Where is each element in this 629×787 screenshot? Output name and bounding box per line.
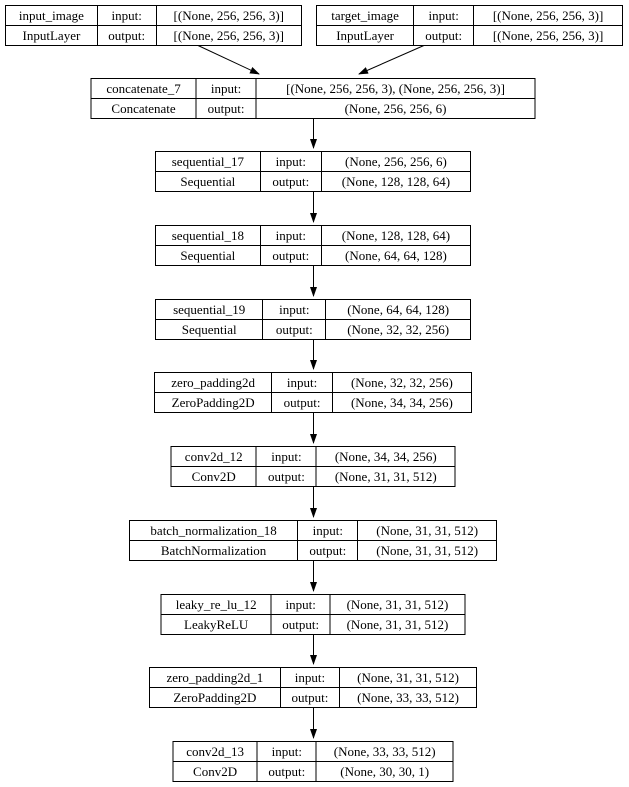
input-shape: (None, 33, 33, 512) xyxy=(316,742,453,762)
output-label: output: xyxy=(414,26,474,46)
layer-name: conv2d_12 xyxy=(171,447,256,467)
node-sequential_17 xyxy=(155,151,471,192)
output-label: output: xyxy=(196,99,256,119)
output-label: output: xyxy=(272,393,332,413)
input-shape: (None, 31, 31, 512) xyxy=(330,595,465,615)
output-label: output: xyxy=(256,467,316,487)
output-shape: (None, 64, 64, 128) xyxy=(321,246,470,266)
layer-type: Sequential xyxy=(156,246,261,266)
layer-type: Conv2D xyxy=(173,762,257,782)
input-label: input: xyxy=(256,447,316,467)
output-label: output: xyxy=(97,26,156,46)
node-target_image xyxy=(316,5,623,46)
layer-name: concatenate_7 xyxy=(91,79,196,99)
input-shape: [(None, 256, 256, 3), (None, 256, 256, 3)] xyxy=(256,79,535,99)
layer-name: target_image xyxy=(317,6,414,26)
layer-name: sequential_19 xyxy=(156,300,263,320)
input-shape: [(None, 256, 256, 3)] xyxy=(474,6,623,26)
layer-type: BatchNormalization xyxy=(130,541,298,561)
layer-type: InputLayer xyxy=(6,26,98,46)
input-shape: (None, 256, 256, 6) xyxy=(321,152,470,172)
input-label: input: xyxy=(260,226,321,246)
input-shape: (None, 32, 32, 256) xyxy=(332,373,471,393)
output-label: output: xyxy=(260,246,321,266)
node-batch_normalization_18 xyxy=(129,520,497,561)
node-input_image xyxy=(5,5,302,46)
layer-type: Sequential xyxy=(156,172,261,192)
output-shape: (None, 34, 34, 256) xyxy=(332,393,471,413)
layer-type: ZeroPadding2D xyxy=(155,393,272,413)
input-shape: (None, 128, 128, 64) xyxy=(321,226,470,246)
layer-name: sequential_18 xyxy=(156,226,261,246)
input-label: input: xyxy=(414,6,474,26)
edge-input_image-concatenate_7 xyxy=(197,45,259,74)
layer-name: leaky_re_lu_12 xyxy=(161,595,271,615)
input-label: input: xyxy=(257,742,316,762)
output-label: output: xyxy=(280,688,339,708)
input-label: input: xyxy=(298,521,358,541)
output-label: output: xyxy=(257,762,316,782)
layer-name: batch_normalization_18 xyxy=(130,521,298,541)
input-label: input: xyxy=(280,668,339,688)
input-shape: (None, 31, 31, 512) xyxy=(340,668,477,688)
input-label: input: xyxy=(263,300,326,320)
output-shape: (None, 32, 32, 256) xyxy=(326,320,471,340)
input-label: input: xyxy=(97,6,156,26)
layer-type: LeakyReLU xyxy=(161,615,271,635)
output-shape: (None, 30, 30, 1) xyxy=(316,762,453,782)
output-shape: (None, 31, 31, 512) xyxy=(316,467,455,487)
output-shape: [(None, 256, 256, 3)] xyxy=(474,26,623,46)
node-zero_padding2d xyxy=(154,372,472,413)
output-shape: (None, 128, 128, 64) xyxy=(321,172,470,192)
layer-type: Conv2D xyxy=(171,467,256,487)
layer-type: Concatenate xyxy=(91,99,196,119)
node-conv2d_12 xyxy=(171,446,456,487)
output-shape: [(None, 256, 256, 3)] xyxy=(156,26,301,46)
output-label: output: xyxy=(298,541,358,561)
output-shape: (None, 256, 256, 6) xyxy=(256,99,535,119)
input-shape: (None, 31, 31, 512) xyxy=(358,521,497,541)
node-leaky_re_lu_12 xyxy=(161,594,466,635)
node-conv2d_13 xyxy=(173,741,454,782)
layer-name: sequential_17 xyxy=(156,152,261,172)
node-zero_padding2d_1 xyxy=(149,667,477,708)
layer-name: conv2d_13 xyxy=(173,742,257,762)
layer-type: ZeroPadding2D xyxy=(150,688,281,708)
output-shape: (None, 31, 31, 512) xyxy=(358,541,497,561)
output-shape: (None, 31, 31, 512) xyxy=(330,615,465,635)
layer-type: InputLayer xyxy=(317,26,414,46)
input-shape: (None, 34, 34, 256) xyxy=(316,447,455,467)
input-shape: (None, 64, 64, 128) xyxy=(326,300,471,320)
input-label: input: xyxy=(272,373,332,393)
output-shape: (None, 33, 33, 512) xyxy=(340,688,477,708)
layer-name: input_image xyxy=(6,6,98,26)
input-label: input: xyxy=(196,79,256,99)
input-shape: [(None, 256, 256, 3)] xyxy=(156,6,301,26)
node-sequential_19 xyxy=(155,299,471,340)
layer-type: Sequential xyxy=(156,320,263,340)
input-label: input: xyxy=(271,595,330,615)
output-label: output: xyxy=(263,320,326,340)
output-label: output: xyxy=(271,615,330,635)
node-sequential_18 xyxy=(155,225,471,266)
output-label: output: xyxy=(260,172,321,192)
layer-name: zero_padding2d xyxy=(155,373,272,393)
layer-name: zero_padding2d_1 xyxy=(150,668,281,688)
node-concatenate_7 xyxy=(91,78,536,119)
input-label: input: xyxy=(260,152,321,172)
edge-target_image-concatenate_7 xyxy=(359,45,425,74)
